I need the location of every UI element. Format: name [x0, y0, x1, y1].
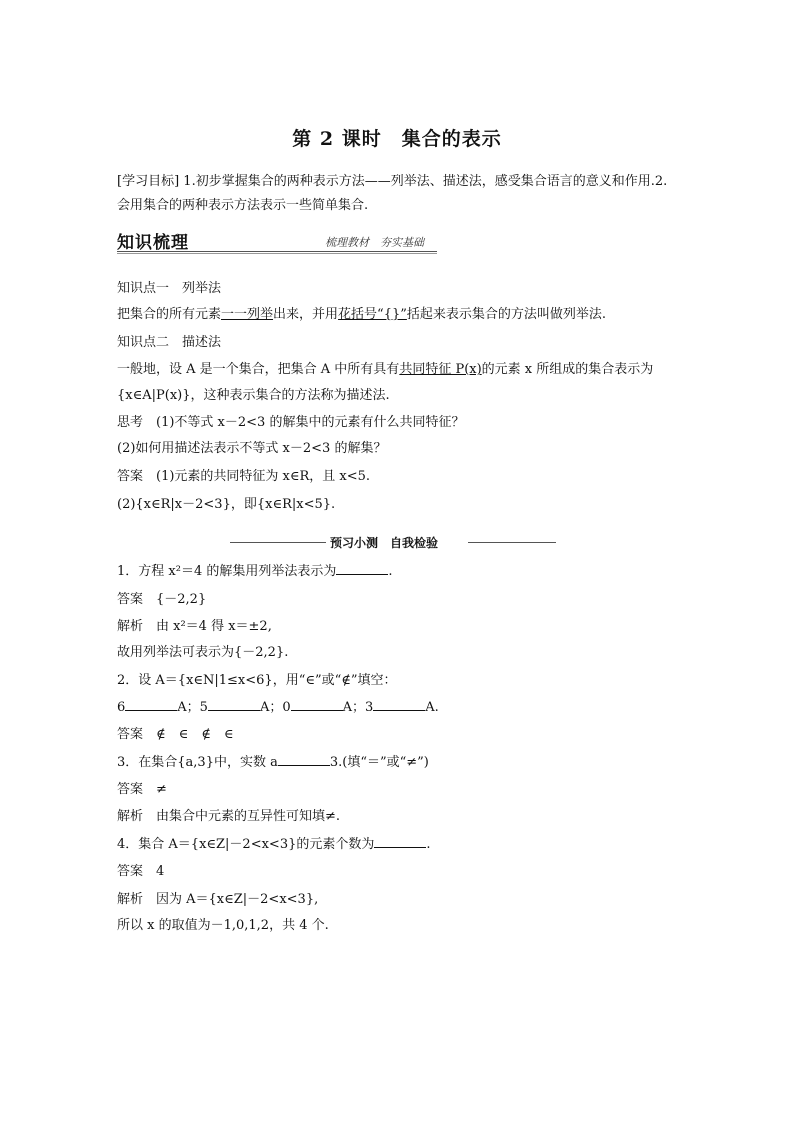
section-subtitle: 梳理教材 夯实基础: [325, 236, 424, 249]
question-4-answer: 答案 4: [117, 864, 165, 879]
question-2-answer: 答案 ∉ ∈ ∉ ∈: [117, 727, 234, 742]
knowledge-2-body-1: [117, 358, 653, 377]
answer-blank: [374, 837, 426, 848]
q2-item: A；3: [342, 700, 374, 715]
think-answer-1: 答案 (1)元素的共同特征为 x∈R，且 x<5.: [117, 469, 371, 484]
goal-label: [学习目标]: [117, 174, 180, 189]
knowledge-2-heading: 知识点二 描述法: [117, 335, 222, 350]
think-answer-2: (2){x∈R|x－2<3}，即{x∈R|x<5}.: [117, 497, 336, 512]
question-2-stem: 2．设 A＝{x∈N|1≤x<6}，用“∈”或“∉”填空：: [117, 673, 397, 688]
k1-text-a: 把集合的所有元素: [117, 307, 222, 322]
question-1-answer: 答案 {－2,2}: [117, 592, 207, 607]
q2-item: A.: [425, 700, 439, 715]
q3-stem-a: 3．在集合{a,3}中，实数 a: [117, 755, 278, 770]
answer-blank: [291, 700, 343, 711]
question-1-analysis-2: 故用列举法可表示为{－2,2}.: [117, 645, 289, 660]
k1-underline-2: 花括号“{}”: [338, 307, 407, 322]
question-1-analysis-1: 解析 由 x²＝4 得 x＝±2,: [117, 619, 272, 634]
q2-item: 6: [117, 700, 126, 715]
knowledge-2-body-2: {x∈A|P(x)}，这种表示集合的方法称为描述法.: [117, 388, 390, 403]
divider-rule-left: [230, 542, 326, 543]
q1-stem-end: .: [388, 564, 393, 579]
question-4-stem: [117, 833, 431, 852]
question-3-answer: 答案 ≠: [117, 782, 167, 797]
k1-text-b: 出来，并用: [273, 307, 339, 322]
think-question-2: (2)如何用描述法表示不等式 x－2<3 的解集？: [117, 441, 387, 456]
q1-stem-text: 1．方程 x²＝4 的解集用列举法表示为: [117, 564, 337, 579]
question-3-stem: [117, 751, 429, 770]
section-divider: [230, 536, 556, 550]
q3-stem-b: 3.(填“＝”或“≠”): [329, 755, 429, 770]
q4-stem-end: .: [426, 837, 431, 852]
section-rule-secondary: [117, 253, 437, 254]
k1-underline-1: 一一列举: [221, 307, 274, 322]
question-1-stem: [117, 560, 393, 579]
knowledge-1-heading: 知识点一 列举法: [117, 281, 222, 296]
answer-blank: [208, 700, 260, 711]
k2-underline: 共同特征 P(x): [399, 362, 482, 377]
question-2-blanks: [117, 696, 439, 715]
k2-text-a: 一般地，设 A 是一个集合，把集合 A 中所有具有: [117, 362, 400, 377]
divider-rule-right: [468, 542, 556, 543]
question-4-analysis-2: 所以 x 的取值为－1,0,1,2，共 4 个.: [117, 918, 329, 933]
q4-stem-text: 4．集合 A＝{x∈Z|－2<x<3}的元素个数为: [117, 837, 375, 852]
question-4-analysis-1: 解析 因为 A＝{x∈Z|－2<x<3},: [117, 892, 319, 907]
section-title: 知识梳理: [117, 233, 189, 253]
answer-blank: [125, 700, 177, 711]
answer-blank: [373, 700, 425, 711]
section-rule: [117, 251, 437, 252]
learning-goal: [117, 170, 677, 218]
answer-blank: [278, 755, 330, 766]
think-question-1: 思考 (1)不等式 x－2<3 的解集中的元素有什么共同特征？: [117, 415, 465, 430]
page-title: 第 2 课时 集合的表示: [292, 128, 502, 150]
section-header: [117, 228, 437, 254]
knowledge-1-body: [117, 303, 606, 322]
q2-item: A；5: [177, 700, 208, 715]
divider-label: 预习小测 自我检验: [330, 536, 439, 550]
question-3-analysis: 解析 由集合中元素的互异性可知填≠.: [117, 809, 341, 824]
q2-item: A；0: [259, 700, 291, 715]
k1-text-c: 括起来表示集合的方法叫做列举法.: [406, 307, 607, 322]
goal-text: 1.初步掌握集合的两种表示方法——列举法、描述法，感受集合语言的意义和作用.2.会用集合的两种表示方法表示一些简单集合.: [117, 174, 668, 213]
k2-text-b: 的元素 x 所组成的集合表示为: [481, 362, 654, 377]
answer-blank: [336, 564, 388, 575]
